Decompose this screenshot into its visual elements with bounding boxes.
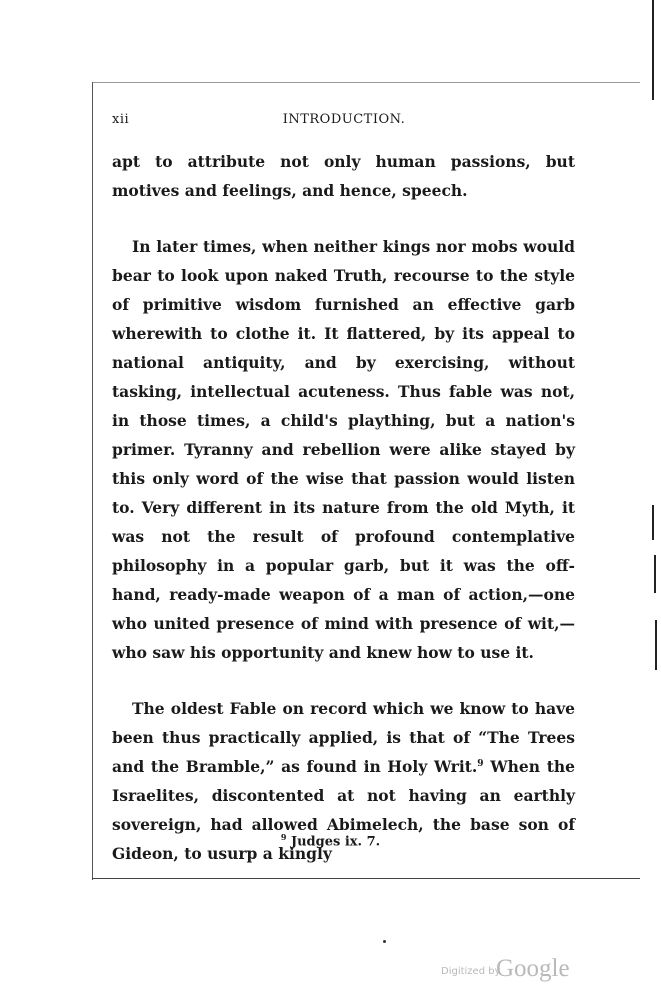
page-frame-top <box>92 82 640 83</box>
running-title: INTRODUCTION. <box>282 112 406 127</box>
footnote-text: Judges ix. 7. <box>290 834 381 850</box>
page-frame-left <box>92 82 93 880</box>
page-edge-mark <box>655 620 657 670</box>
footnote <box>0 832 661 849</box>
footnote-marker: 9 <box>280 832 287 842</box>
footnote-reference: 9 <box>477 758 484 769</box>
paragraph: In later times, when neither kings nor mobs would bear to look upon naked Truth, recourse to the style of primitive wisdom furnished an effective garb wherewith to clothe it. It flattered, by its appeal to national antiquity, and by exercising, without tasking, intellectual acuteness. Thus fable was not, in those times, a child's plaything, but a nation's primer. Tyranny and rebellion were alike stayed by this only word of the wise that passion would listen to. Very different in its nature from the old Myth, it was not the result of profound contemplative philosophy in a popular garb, but it was the off-hand, ready-made weapon of a man of action,—one who united presence of mind with presence of wit,—who saw his opportunity and knew how to use it. <box>112 237 575 662</box>
paragraph-text-continued: When the Israelites, discontented at not having an earthly sovereign, had allowed Abimelech, the base son of Gideon, to usurp a kingly <box>112 757 575 863</box>
body-text <box>112 147 575 868</box>
page-edge-mark <box>654 555 656 593</box>
paragraph: apt to attribute not only human passions, but motives and feelings, and hence, speech. <box>112 152 575 200</box>
page-edge-mark <box>652 0 654 100</box>
paragraph-text: The oldest Fable on record which we know to have been thus practically applied, is that of “The Trees and the Bramble,” as found in Holy Writ. <box>112 699 575 776</box>
digitization-watermark <box>441 955 601 985</box>
page-edge-mark <box>652 505 654 540</box>
page-header <box>112 112 576 132</box>
page-frame-bottom <box>92 878 640 879</box>
watermark-prefix: Digitized by <box>441 966 501 977</box>
page-number: xii <box>112 112 130 127</box>
scan-speck <box>383 940 386 943</box>
google-logo: Google <box>496 955 570 982</box>
